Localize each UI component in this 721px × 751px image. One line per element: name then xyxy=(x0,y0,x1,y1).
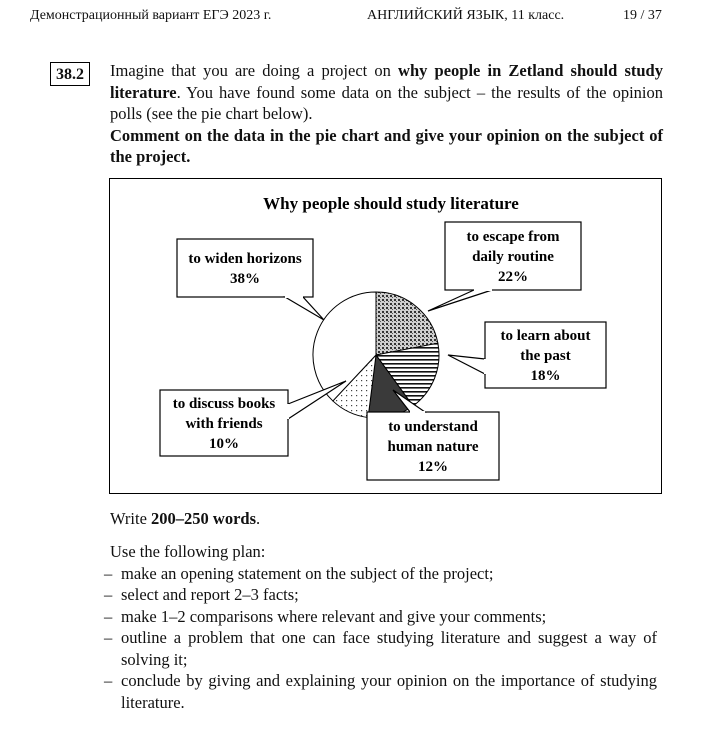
callout-pointer xyxy=(285,297,324,320)
plan-item-text: conclude by giving and explaining your opinion on the importance of studying literature. xyxy=(121,671,657,712)
task-topic: why people in Zetland should study literature xyxy=(110,61,663,102)
word-count-requirement xyxy=(110,509,260,529)
page-header xyxy=(30,8,690,28)
slice-label: to understand xyxy=(388,419,478,435)
plan-item: – make 1–2 comparisons where relevant and give your comments; xyxy=(104,606,547,626)
word-count: 200–250 words xyxy=(151,509,256,528)
task-description xyxy=(110,60,663,168)
plan-item-text: outline a problem that one can face studying literature and suggest a way of solving it; xyxy=(121,628,657,669)
slice-label: to learn about xyxy=(500,328,591,344)
answer-plan xyxy=(104,541,663,713)
plan-item-text: make 1–2 comparisons where relevant and give your comments; xyxy=(121,606,547,626)
callout-pointer xyxy=(448,355,485,374)
task-intro-1: Imagine that you are doing a project on xyxy=(110,61,399,80)
header-subject: АНГЛИЙСКИЙ ЯЗЫК, 11 класс. xyxy=(367,8,565,23)
plan-item: – make an opening statement on the subject of the project; xyxy=(104,563,494,583)
slice-label: to discuss books xyxy=(172,396,276,412)
pie-chart xyxy=(110,179,663,495)
slice-label: the past xyxy=(520,348,571,364)
plan-item: – select and report 2–3 facts; xyxy=(104,585,299,604)
write-prefix: Write xyxy=(110,509,152,528)
plan-item-text: select and report 2–3 facts; xyxy=(121,585,299,604)
plan-item: – outline a problem that one can face studying literature and suggest a way of solving it; xyxy=(104,628,657,669)
pie-chart-frame xyxy=(109,178,662,494)
slice-value-label: 12% xyxy=(418,459,448,475)
plan-item-text: make an opening statement on the subject of the project; xyxy=(121,563,494,583)
slice-label: with friends xyxy=(185,416,263,432)
header-page-number: 19 / 37 xyxy=(623,8,662,23)
slice-value-label: 10% xyxy=(209,436,239,452)
chart-title: Why people should study literature xyxy=(263,194,519,213)
slice-value-label: 22% xyxy=(498,269,528,285)
plan-item: – conclude by giving and explaining your opinion on the importance of studying literature. xyxy=(104,671,657,712)
callout-box xyxy=(177,239,313,297)
slice-label: human nature xyxy=(387,439,479,455)
slice-value-label: 38% xyxy=(230,271,260,287)
slice-label: daily routine xyxy=(472,249,554,265)
callout-pointer xyxy=(428,290,492,311)
write-suffix: . xyxy=(256,509,261,528)
slice-label: to escape from xyxy=(466,229,560,245)
plan-intro: Use the following plan: xyxy=(110,542,266,561)
header-exam-label: Демонстрационный вариант ЕГЭ 2023 г. xyxy=(30,8,272,23)
slice-label: to widen horizons xyxy=(188,251,302,267)
task-number: 38.2 xyxy=(50,62,90,86)
task-intro-2: . You have found some data on the subject – the results of the opinion polls (see the pie chart below). xyxy=(110,82,663,123)
task-instruction: Comment on the data in the pie chart and give your opinion on the subject of the project. xyxy=(110,125,663,166)
slice-value-label: 18% xyxy=(530,368,561,384)
